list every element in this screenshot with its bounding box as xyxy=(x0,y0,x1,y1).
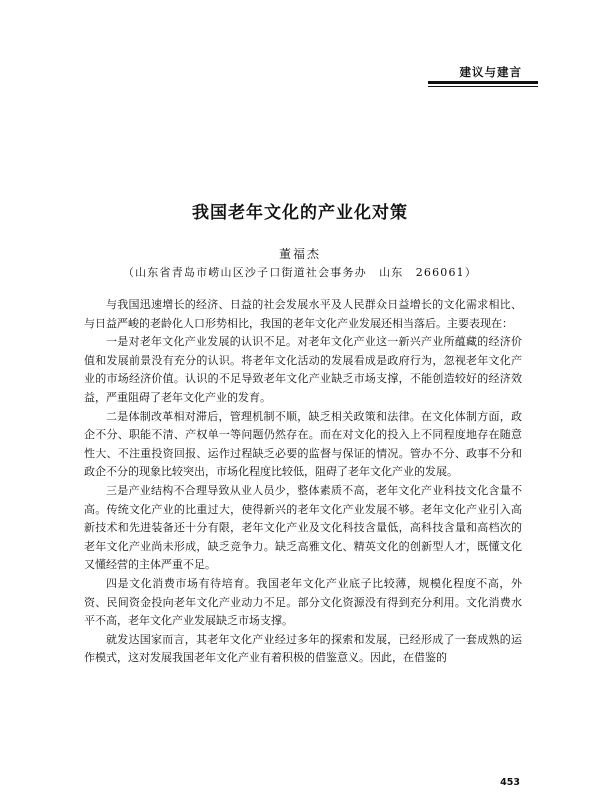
paragraph-foreign-experience: 就发达国家而言，其老年文化产业经过多年的探索和发展，已经形成了一套成熟的运作模式，这对发展我国老年文化产业有着积极的借鉴意义。因此，在借鉴的 xyxy=(84,632,522,665)
paragraph-point-1: 一是对老年文化产业发展的认识不足。对老年文化产业这一新兴产业所蕴藏的经济价值和发展前景没有充分的认识。将老年文化活动的发展看成是政府行为，忽视老年文化产业的市场经济价值。认识的不足导致老年文化产业缺乏市场支撑，不能创造较好的经济效益，严重阻碍了老年文化产业的发育。 xyxy=(84,335,522,404)
page-number: 453 xyxy=(500,777,520,788)
article-title: 我国老年文化的产业化对策 xyxy=(192,203,408,223)
author-affiliation: （山东省青岛市崂山区沙子口街道社会事务办 山东 266061） xyxy=(122,266,478,279)
author-name: 董福杰 xyxy=(278,247,321,261)
paragraph-intro: 与我国迅速增长的经济、日益的社会发展水平及人民群众日益增长的文化需求相比、与日益严峻的老龄化人口形势相比，我国的老年文化产业发展还相当落后。主要表现在： xyxy=(84,298,522,330)
paragraph-point-3: 三是产业结构不合理导致从业人员少，整体素质不高，老年文化产业科技文化含量不高。传统文化产业的比重过大，使得新兴的老年文化产业发展不够。老年文化产业引入高新技术和先进装备还十分有限，老年文化产业及文化科技含量低，高科技含量和高档次的老年文化产业尚未形成，缺乏竞争力。缺乏高雅文化、精英文化的创新型人才，既懂文化又懂经营的主体严重不足。 xyxy=(84,483,522,572)
header-rule-thin xyxy=(428,86,538,87)
header-rule xyxy=(428,81,538,84)
section-label: 建议与建言 xyxy=(459,65,522,79)
paragraph-point-2: 二是体制改革相对滞后，管理机制不顺，缺乏相关政策和法律。在文化体制方面，政企不分、职能不清、产权单一等问题仍然存在。而在对文化的投入上不同程度地存在随意性大、不注重投资回报、运作过程缺乏必要的监督与保证的情况。管办不分、政事不分和政企不分的现象比较突出，市场化程度比较低，阻碍了老年文化产业的发展。 xyxy=(84,409,522,479)
article-body xyxy=(84,296,522,668)
paragraph-point-4: 四是文化消费市场有待培育。我国老年文化产业底子比较薄，规模化程度不高，外资、民间资金投向老年文化产业动力不足。部分文化资源没有得到充分利用。文化消费水平不高，老年文化产业发展缺乏市场支撑。 xyxy=(84,576,522,628)
